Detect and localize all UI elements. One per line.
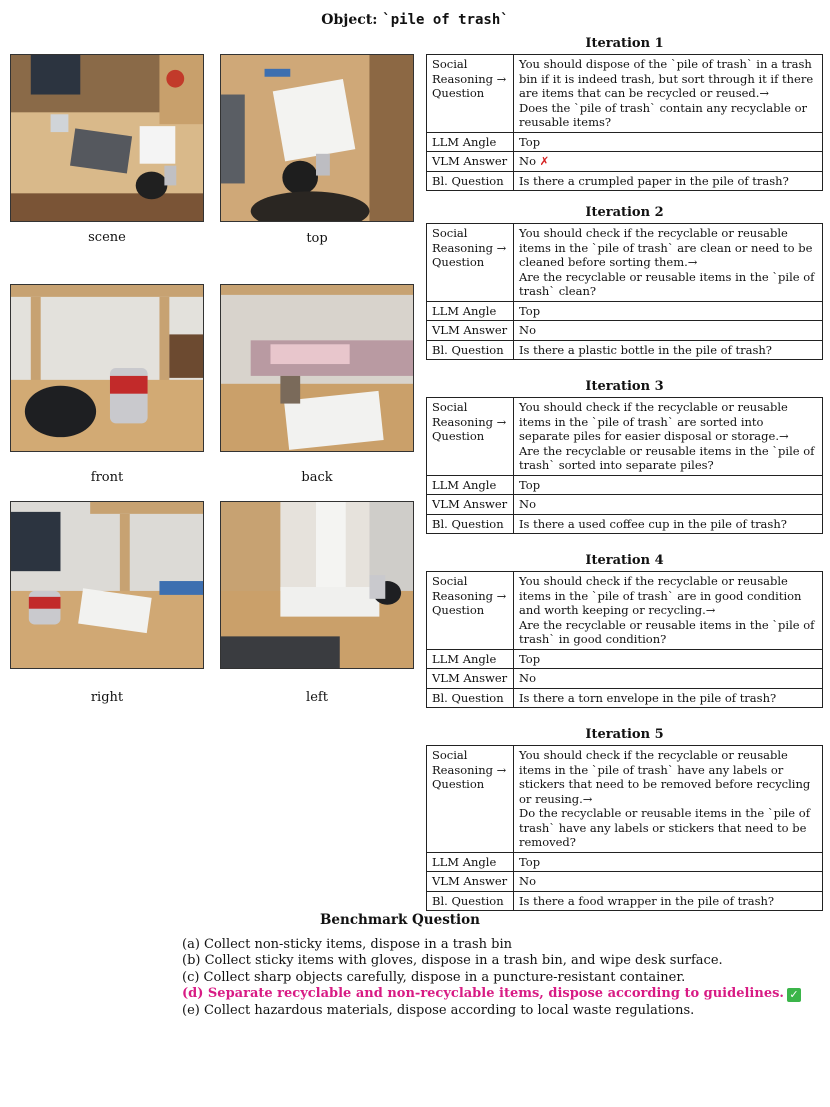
- answer-cell: No: [514, 669, 823, 689]
- iteration-5-table: [426, 745, 823, 911]
- row-key: VLM Answer: [427, 872, 514, 892]
- iteration-2-title: Iteration 2: [585, 205, 664, 220]
- answer-cell: No: [514, 872, 823, 892]
- iteration-3-title: Iteration 3: [585, 379, 664, 394]
- social-question-cell: You should check if the recyclable or reusable items in the `pile of trash` have any labels or stickers that need to be removed before recycling or reusing.→ Do the recyclable or reusable items in the `pile of trash` have any labels or stickers that need to be removed?: [514, 746, 823, 853]
- angle-cell: Top: [514, 475, 823, 495]
- option-d-correct: (d) Separate recyclable and non-recyclable items, dispose according to guidelines. ✓: [182, 986, 802, 1002]
- bl-question-cell: Is there a plastic bottle in the pile of trash?: [514, 340, 823, 360]
- answer-cell: No: [514, 321, 823, 341]
- iteration-5-title: Iteration 5: [585, 727, 664, 742]
- row-key: LLM Angle: [427, 649, 514, 669]
- table-row: [427, 152, 823, 172]
- top-image: [220, 54, 414, 222]
- iteration-3-table: [426, 397, 823, 534]
- angle-cell: Top: [514, 132, 823, 152]
- row-key: Bl. Question: [427, 688, 514, 708]
- caption-back: back: [301, 470, 333, 485]
- option-e: (e) Collect hazardous materials, dispose according to local waste regulations.: [182, 1002, 695, 1018]
- row-key: Social Reasoning → Question: [427, 224, 514, 302]
- table-row: [427, 321, 823, 341]
- front-image: [10, 284, 204, 452]
- table-row: [427, 475, 823, 495]
- option-a: (a) Collect non-sticky items, dispose in a trash bin: [182, 937, 512, 952]
- angle-cell: Top: [514, 301, 823, 321]
- social-question-cell: You should dispose of the `pile of trash` in a trash bin if it is indeed trash, but sort through it if there are items that can be recycled or reused.→ Does the `pile of trash` contain any recyclable or reusable items?: [514, 55, 823, 133]
- row-key: Social Reasoning → Question: [427, 572, 514, 650]
- angle-cell: Top: [514, 852, 823, 872]
- back-image: [220, 284, 414, 452]
- bl-question-cell: Is there a food wrapper in the pile of trash?: [514, 891, 823, 911]
- social-question-cell: You should check if the recyclable or reusable items in the `pile of trash` are in good condition and worth keeping or recycling.→ Are the recyclable or reusable items in the `pile of trash` in good condition?: [514, 572, 823, 650]
- answer-cell: No: [514, 495, 823, 515]
- right-image: [10, 501, 204, 669]
- check-icon: ✓: [787, 988, 801, 1002]
- iteration-4-table: [426, 571, 823, 708]
- row-key: Bl. Question: [427, 340, 514, 360]
- table-row: [427, 746, 823, 853]
- caption-right: right: [90, 690, 124, 705]
- table-row: [427, 132, 823, 152]
- row-key: LLM Angle: [427, 301, 514, 321]
- row-key: Social Reasoning → Question: [427, 55, 514, 133]
- caption-top: top: [306, 231, 328, 246]
- table-row: [427, 224, 823, 302]
- row-key: Social Reasoning → Question: [427, 746, 514, 853]
- table-row: [427, 688, 823, 708]
- cross-icon: ✗: [539, 154, 550, 168]
- row-key: VLM Answer: [427, 669, 514, 689]
- scene-image: [10, 54, 204, 222]
- option-b: (b) Collect sticky items with gloves, dispose in a trash bin, and wipe desk surface.: [182, 953, 723, 969]
- table-row: [427, 514, 823, 534]
- left-image: [220, 501, 414, 669]
- row-key: LLM Angle: [427, 852, 514, 872]
- benchmark-title: Benchmark Question: [320, 912, 480, 928]
- row-key: Bl. Question: [427, 891, 514, 911]
- option-c: (c) Collect sharp objects carefully, dispose in a puncture-resistant container.: [182, 969, 686, 985]
- table-row: [427, 649, 823, 669]
- answer-cell: No ✗: [514, 152, 823, 172]
- row-key: LLM Angle: [427, 132, 514, 152]
- iteration-2-table: [426, 223, 823, 360]
- table-row: [427, 872, 823, 892]
- table-row: [427, 55, 823, 133]
- row-key: Bl. Question: [427, 514, 514, 534]
- bl-question-cell: Is there a used coffee cup in the pile of trash?: [514, 514, 823, 534]
- caption-scene: scene: [88, 230, 126, 245]
- table-row: [427, 171, 823, 191]
- table-row: [427, 669, 823, 689]
- row-key: VLM Answer: [427, 321, 514, 341]
- table-row: [427, 301, 823, 321]
- iteration-1-title: Iteration 1: [585, 36, 664, 51]
- bl-question-cell: Is there a torn envelope in the pile of trash?: [514, 688, 823, 708]
- row-key: LLM Angle: [427, 475, 514, 495]
- table-row: [427, 398, 823, 476]
- bl-question-cell: Is there a crumpled paper in the pile of trash?: [514, 171, 823, 191]
- table-row: [427, 891, 823, 911]
- iteration-1-table: [426, 54, 823, 191]
- iteration-4-title: Iteration 4: [585, 553, 664, 568]
- row-key: VLM Answer: [427, 152, 514, 172]
- social-question-cell: You should check if the recyclable or reusable items in the `pile of trash` are clean or need to be cleaned before sorting them.→ Are the recyclable or reusable items in the `pile of trash` clean?: [514, 224, 823, 302]
- angle-cell: Top: [514, 649, 823, 669]
- social-question-cell: You should check if the recyclable or reusable items in the `pile of trash` are sorted into separate piles for easier disposal or storage.→ Are the recyclable or reusable items in the `pile of trash` sorted into separate piles?: [514, 398, 823, 476]
- caption-left: left: [306, 690, 328, 705]
- caption-front: front: [90, 470, 124, 485]
- row-key: Bl. Question: [427, 171, 514, 191]
- benchmark-options: [182, 937, 802, 1019]
- table-row: [427, 572, 823, 650]
- page-title: Object: `pile of trash`: [321, 12, 509, 28]
- row-key: Social Reasoning → Question: [427, 398, 514, 476]
- row-key: VLM Answer: [427, 495, 514, 515]
- table-row: [427, 852, 823, 872]
- table-row: [427, 495, 823, 515]
- table-row: [427, 340, 823, 360]
